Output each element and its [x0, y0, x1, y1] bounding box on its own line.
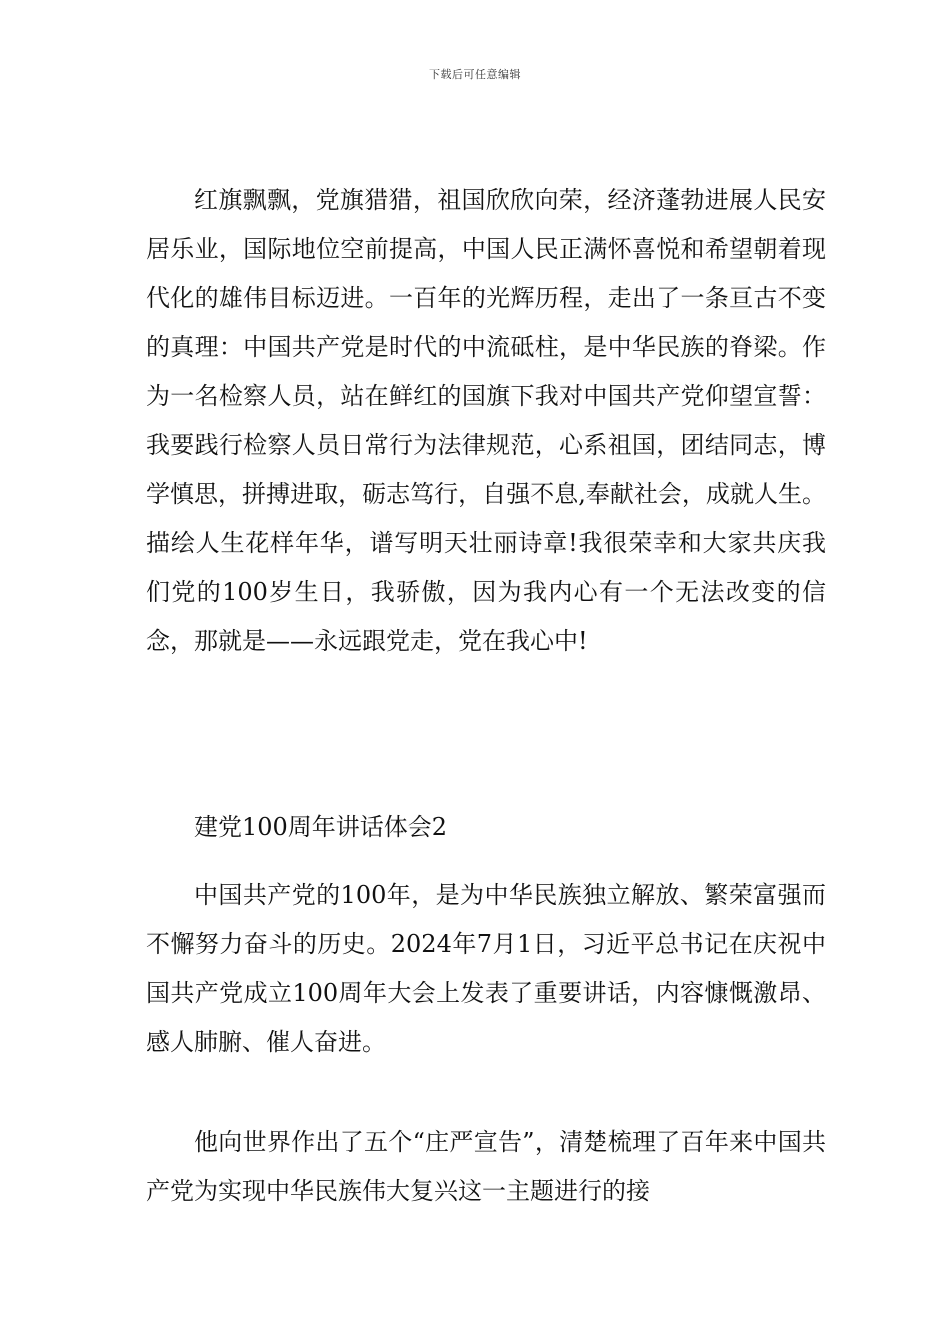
section-title: 建党100周年讲话体会2 — [194, 813, 448, 841]
body-paragraph-1: 红旗飘飘，党旗猎猎，祖国欣欣向荣，经济蓬勃进展人民安居乐业，国际地位空前提高，中国人民正满怀喜悦和希望朝着现代化的雄伟目标迈进。一百年的光辉历程，走出了一条亘古不变的真理：中国共产党是时代的中流砥柱，是中华民族的脊梁。作为一名检察人员，站在鲜红的国旗下我对中国共产党仰望宣誓：我要践行检察人员日常行为法律规范，心系祖国，团结同志，博学慎思，拼搏进取，砺志笃行，自强不息,奉献社会，成就人生。描绘人生花样年华，谱写明天壮丽诗章!我很荣幸和大家共庆我们党的100岁生日，我骄傲，因为我内心有一个无法改变的信念，那就是——永远跟党走，党在我心中! — [146, 186, 826, 655]
body-paragraph-2: 中国共产党的100年，是为中华民族独立解放、繁荣富强而不懈努力奋斗的历史。2024年7月1日，习近平总书记在庆祝中国共产党成立100周年大会上发表了重要讲话，内容慷慨激昂、感人肺腑、催人奋进。 — [146, 881, 826, 1056]
header-note: 下载后可任意编辑 — [429, 68, 521, 81]
body-paragraph-3: 他向世界作出了五个“庄严宣告”，清楚梳理了百年来中国共产党为实现中华民族伟大复兴这一主题进行的接 — [146, 1128, 826, 1205]
